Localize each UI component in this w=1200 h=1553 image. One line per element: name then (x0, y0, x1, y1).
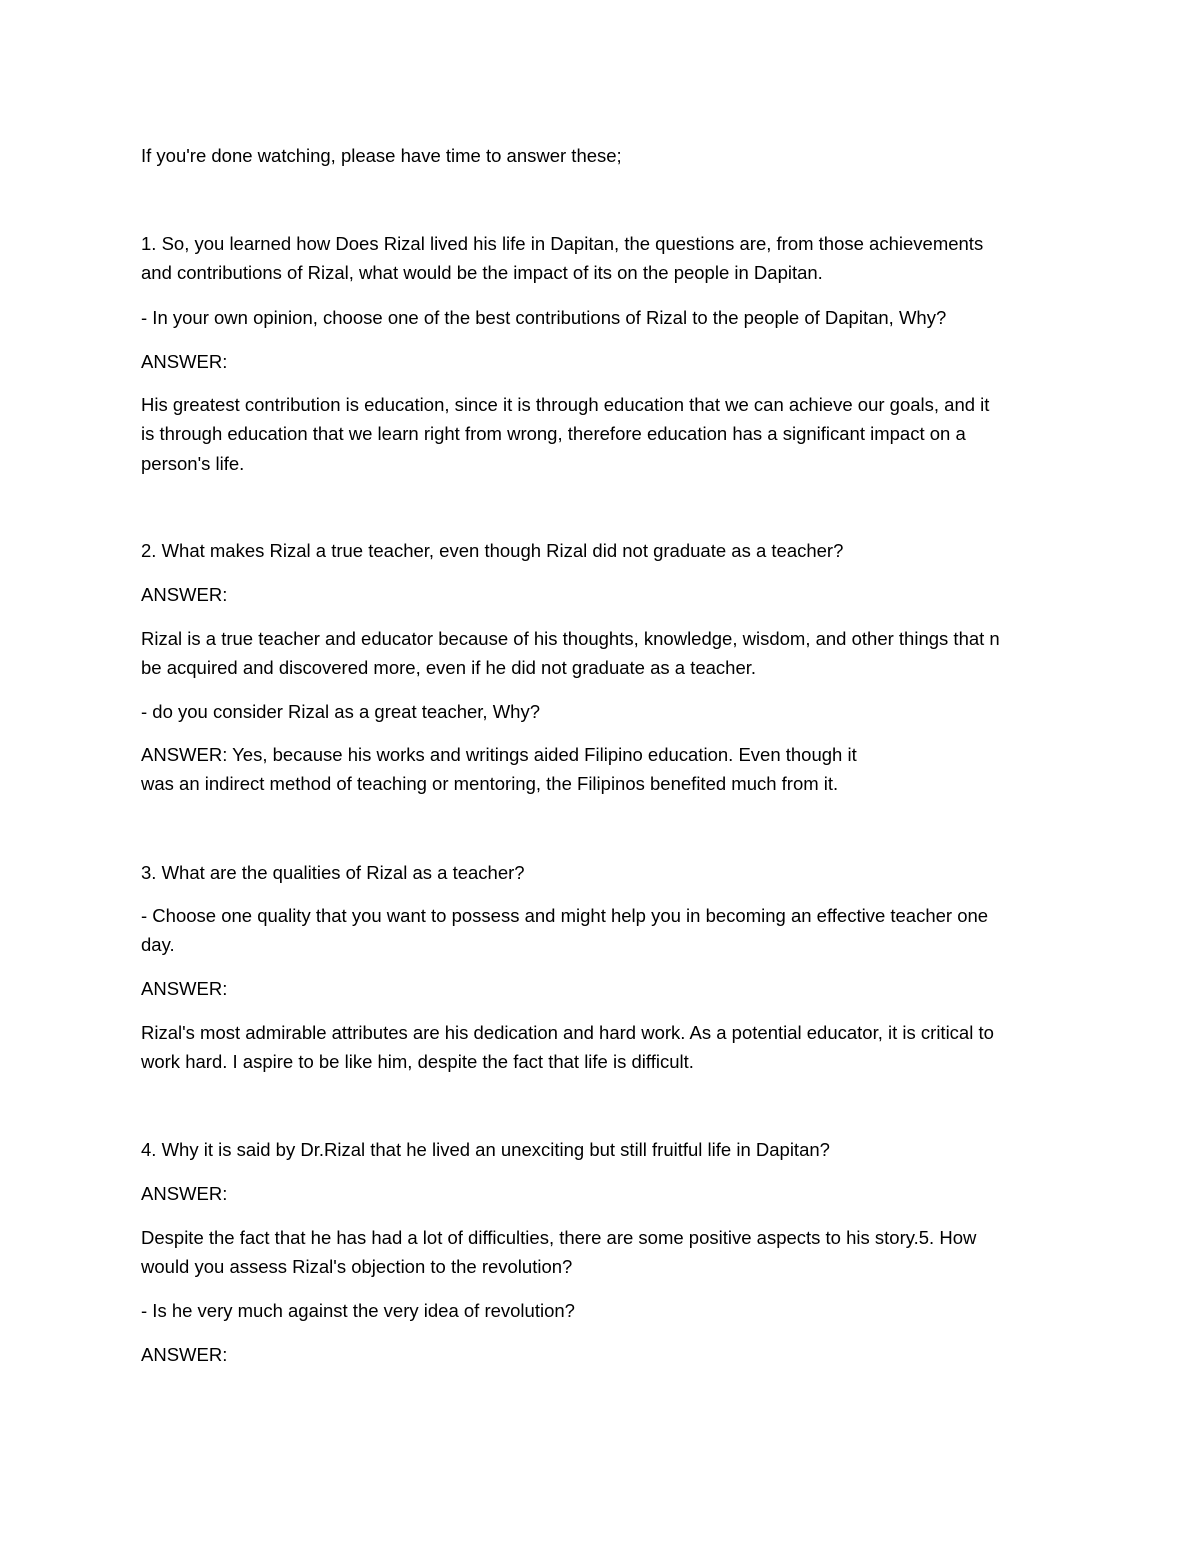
question-1-answer-line-1: His greatest contribution is education, since it is through education that we can achieve our goals, and it (141, 394, 990, 415)
question-4-answer-label: ANSWER: (141, 1183, 228, 1204)
question-1-answer-line-3: person's life. (141, 453, 245, 474)
question-2-sub-answer-line-2: was an indirect method of teaching or mentoring, the Filipinos benefited much from it. (141, 773, 839, 794)
question-3-sub-line-1: - Choose one quality that you want to possess and might help you in becoming an effective teacher one (141, 905, 989, 926)
question-3-answer-label: ANSWER: (141, 978, 228, 999)
question-1-answer-line-2: is through education that we learn right from wrong, therefore education has a significant impact on a (141, 423, 966, 444)
question-1-answer-label: ANSWER: (141, 351, 228, 372)
question-3-answer-line-2: work hard. I aspire to be like him, despite the fact that life is difficult. (141, 1051, 694, 1072)
question-4-answer-line-2: would you assess Rizal's objection to the revolution? (141, 1256, 573, 1277)
question-1-line-2: and contributions of Rizal, what would be the impact of its on the people in Dapitan. (141, 262, 823, 283)
question-2-sub: - do you consider Rizal as a great teacher, Why? (141, 701, 540, 722)
question-4-answer-line-1: Despite the fact that he has had a lot of difficulties, there are some positive aspects to his story.5. How (141, 1227, 977, 1248)
question-2-answer-line-1: Rizal is a true teacher and educator because of his thoughts, knowledge, wisdom, and other things that n (141, 628, 1000, 649)
question-4-line-1: 4. Why it is said by Dr.Rizal that he lived an unexciting but still fruitful life in Dapitan? (141, 1139, 830, 1160)
question-5-answer-label: ANSWER: (141, 1344, 228, 1365)
question-2-line-1: 2. What makes Rizal a true teacher, even though Rizal did not graduate as a teacher? (141, 540, 844, 561)
question-1-line-1: 1. So, you learned how Does Rizal lived his life in Dapitan, the questions are, from those achievements (141, 233, 984, 254)
question-2-answer-label: ANSWER: (141, 584, 228, 605)
question-1-sub: - In your own opinion, choose one of the best contributions of Rizal to the people of Dapitan, Why? (141, 307, 947, 328)
question-5-sub: - Is he very much against the very idea of revolution? (141, 1300, 575, 1321)
intro-text: If you're done watching, please have time to answer these; (141, 145, 622, 166)
question-3-answer-line-1: Rizal's most admirable attributes are his dedication and hard work. As a potential educator, it is critical to (141, 1022, 994, 1043)
question-3-sub-line-2: day. (141, 934, 175, 955)
question-2-sub-answer-line-1: ANSWER: Yes, because his works and writings aided Filipino education. Even though it (141, 744, 857, 765)
question-3-line-1: 3. What are the qualities of Rizal as a teacher? (141, 862, 525, 883)
question-2-answer-line-2: be acquired and discovered more, even if he did not graduate as a teacher. (141, 657, 757, 678)
